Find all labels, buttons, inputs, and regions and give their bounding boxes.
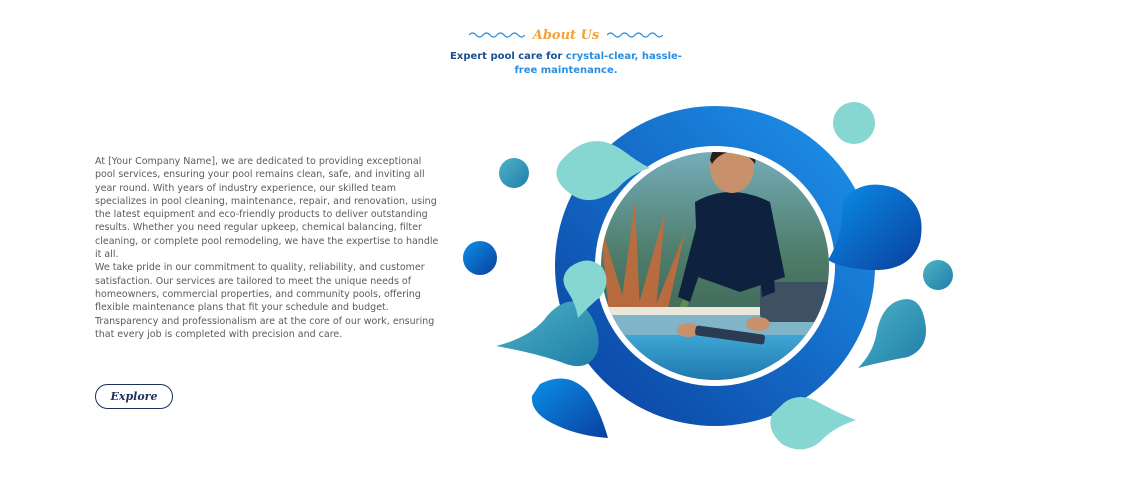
about-illustration — [440, 92, 1000, 472]
about-paragraph-1: At [Your Company Name], we are dedicated to providing exceptional pool services, ensuring your pool remains clean, safe, and inviting all year round. With years of industry experience, our skilled team specializes in pool cleaning, maintenance, repair, and renovation, using the latest equipment and eco-friendly products to deliver outstanding results. Whether you need regular upkeep, chemical balancing, filter cleaning, or complete pool remodeling, we have the expertise to handle it all. — [95, 156, 439, 261]
headline-main: Expert pool care for — [450, 51, 566, 62]
droplet-bottom-left — [532, 379, 608, 438]
about-body-text — [95, 155, 440, 341]
bubble-left-middle — [463, 241, 497, 275]
eyebrow-row — [0, 24, 1132, 46]
wave-left-icon — [469, 30, 525, 40]
about-paragraph-2: We take pride in our commitment to quality, reliability, and customer satisfaction. Our services are tailored to meet the unique needs of homeowners, commercial properties, and community pools, offering flexible maintenance plans that fit your schedule and budget. Transparency and professionalism are at the core of our work, ensuring that every job is completed with precision and care. — [95, 262, 435, 340]
bubble-left-upper — [499, 158, 529, 188]
headline-accent: crystal-clear, hassle-free maintenance. — [514, 51, 682, 76]
about-section-header — [0, 24, 1132, 78]
eyebrow-label: About Us — [532, 27, 600, 43]
droplet-top-right — [833, 102, 875, 144]
bubble-right-middle — [923, 260, 953, 290]
droplet-bottom-center — [770, 397, 856, 450]
explore-button[interactable]: Explore — [95, 384, 173, 409]
wave-right-icon — [607, 30, 663, 40]
section-headline — [446, 50, 686, 78]
